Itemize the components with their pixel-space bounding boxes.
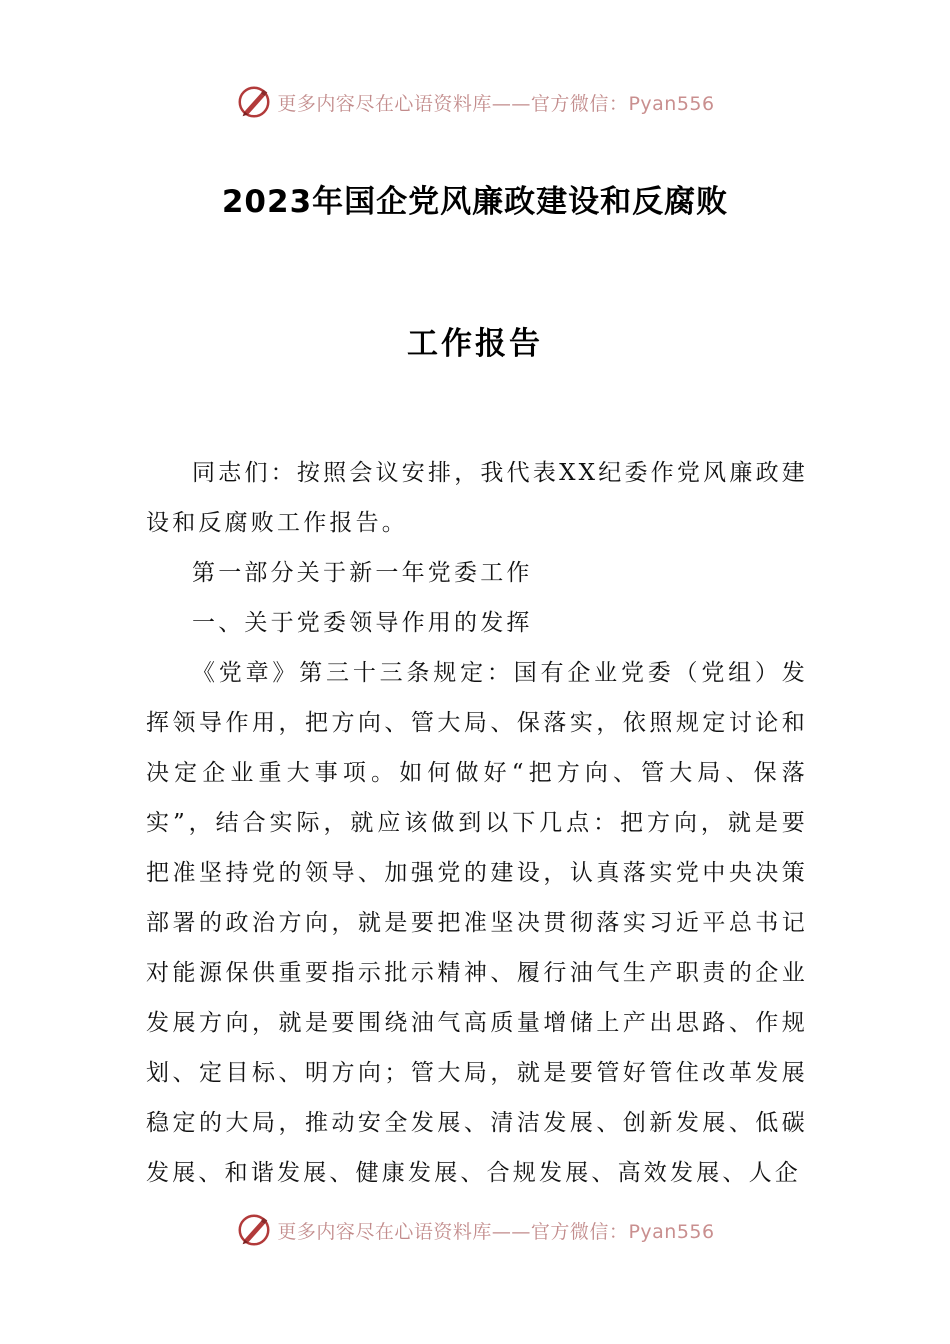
watermark-text: 更多内容尽在心语资料库——官方微信：Pyan556 [277, 92, 715, 115]
document-title-line-1: 2023年国企党风廉政建设和反腐败 [221, 184, 729, 220]
pen-circle-logo-icon [235, 1211, 273, 1249]
watermark-header [0, 80, 950, 124]
paragraph-body: 《党章》第三十三条规定：国有企业党委（党组）发挥领导作用，把方向、管大局、保落实，依照规定讨论和决定企业重大事项。如何做好“把方向、管大局、保落实”，结合实际，就应该做到以下几点：把方向，就是要把准坚持党的领导、加强党的建设，认真落实党中央决策部署的政治方向，就是要把准坚决贯彻落实习近平总书记对能源保供重要指示批示精神、履行油气生产职责的企业发展方向，就是要围绕油气高质量增储上产出思路、作规划、定目标、明方向；管大局，就是要管好管住改革发展稳定的大局，推动安全发展、清洁发展、创新发展、低碳发展、和谐发展、健康发展、合规发展、高效发展、人企 [146, 660, 808, 1186]
pen-circle-logo-icon [235, 83, 273, 121]
document-title-line-2: 工作报告 [407, 326, 543, 362]
paragraph-section-heading: 第一部分关于新一年党委工作 [192, 560, 533, 586]
document-body [146, 448, 808, 1198]
paragraph-greeting: 同志们：按照会议安排，我代表XX纪委作党风廉政建设和反腐败工作报告。 [146, 460, 808, 536]
watermark-text: 更多内容尽在心语资料库——官方微信：Pyan556 [277, 1220, 715, 1243]
paragraph-subsection-heading: 一、关于党委领导作用的发挥 [192, 610, 533, 636]
watermark-footer [0, 1208, 950, 1252]
